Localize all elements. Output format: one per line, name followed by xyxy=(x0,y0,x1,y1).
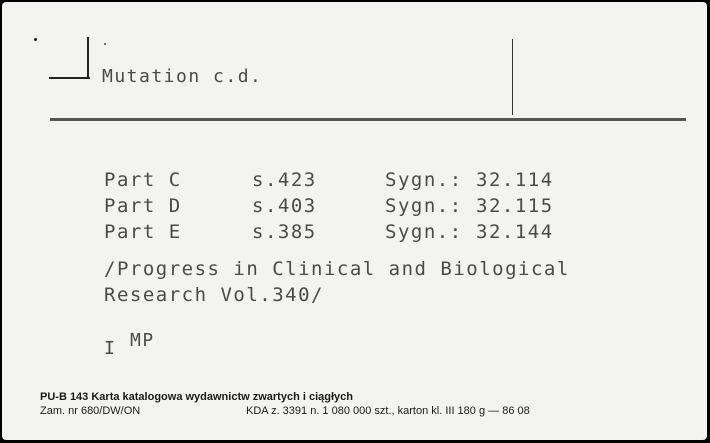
sygn-value: 32.114 xyxy=(476,169,554,191)
sygn-label: Sygn.: xyxy=(385,221,463,243)
part-label: Part E xyxy=(104,221,182,243)
card-heading: Mutation c.d. xyxy=(102,66,263,87)
sygn-label: Sygn.: xyxy=(385,195,463,217)
vertical-rule xyxy=(512,39,513,115)
corner-mark-horizontal xyxy=(49,77,90,79)
printer-footer-edition: KDA z. 3391 n. 1 080 000 szt., karton kl. III 180 g — 86 08 xyxy=(246,405,530,417)
ink-dot xyxy=(104,43,106,45)
part-pages: s.403 xyxy=(252,195,317,217)
ink-dot xyxy=(34,38,37,41)
initials-i: I xyxy=(104,338,117,359)
series-note-line2: Research Vol.340/ xyxy=(104,284,324,306)
initials-mp: MP xyxy=(130,330,155,351)
part-label: Part D xyxy=(104,195,182,217)
sygn-value: 32.144 xyxy=(476,221,554,243)
sygn-label: Sygn.: xyxy=(385,169,463,191)
corner-mark-vertical xyxy=(87,37,89,78)
printer-footer-line1: PU-B 143 Karta katalogowa wydawnictw zwartych i ciągłych xyxy=(40,391,353,403)
horizontal-rule xyxy=(50,118,686,121)
part-label: Part C xyxy=(104,169,182,191)
part-pages: s.385 xyxy=(252,221,317,243)
sygn-value: 32.115 xyxy=(476,195,554,217)
printer-footer-order: Zam. nr 680/DW/ON xyxy=(40,405,141,417)
part-pages: s.423 xyxy=(252,169,317,191)
catalog-card xyxy=(2,2,707,440)
series-note-line1: /Progress in Clinical and Biological xyxy=(104,258,570,280)
